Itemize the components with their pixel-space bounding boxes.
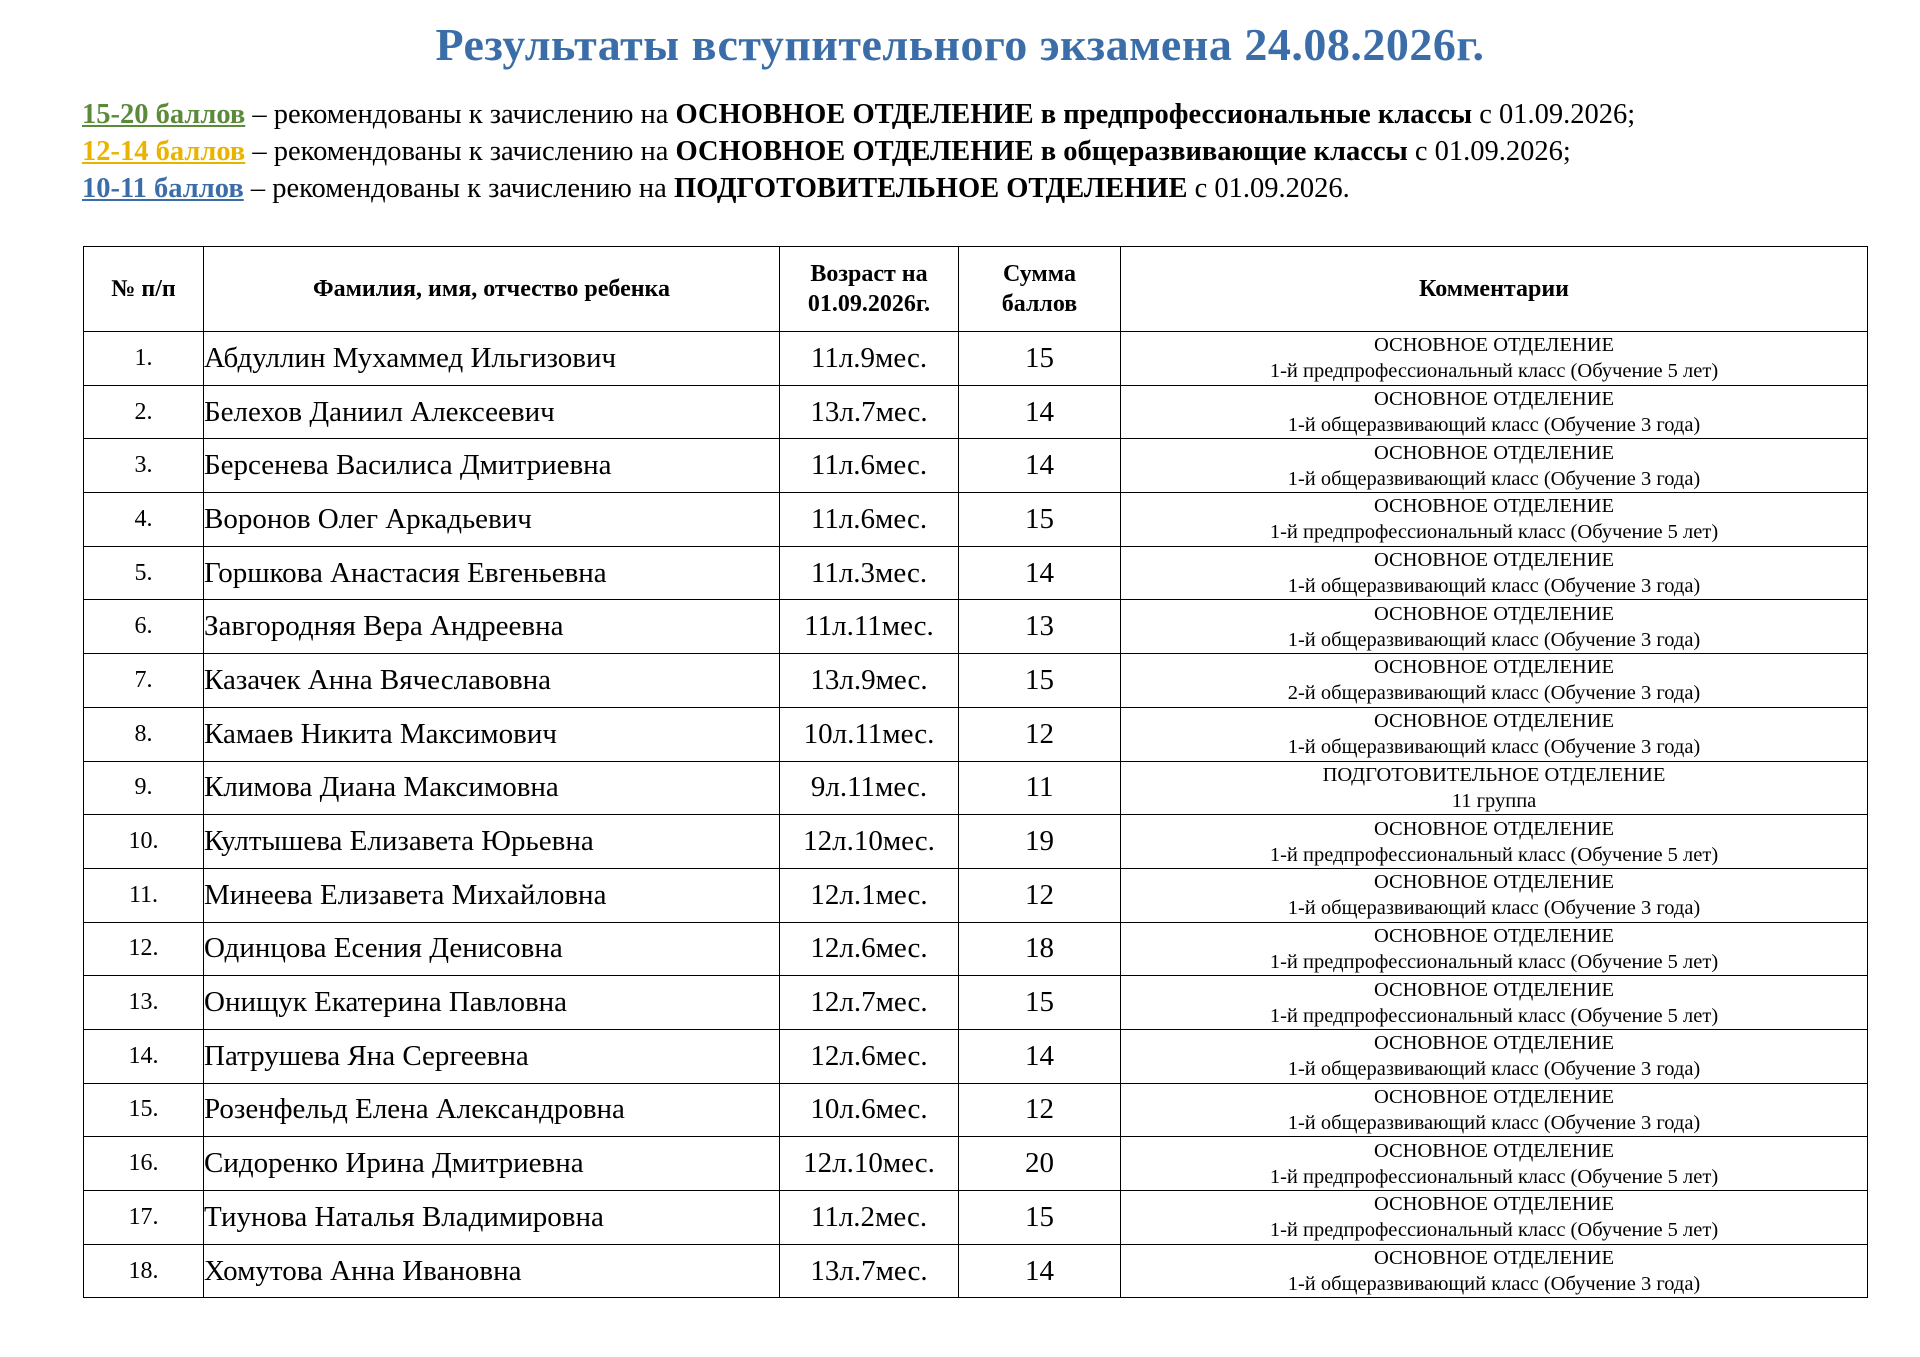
comment-class: 1-й общеразвивающий класс (Обучение 3 года) [1287,1273,1701,1296]
table-row [84,707,1868,761]
comment-cell [1121,868,1868,922]
comment-department: ПОДГОТОВИТЕЛЬНОЕ ОТДЕЛЕНИЕ [1322,763,1666,786]
student-age: 12л.7мес. [780,976,959,1030]
table-row [84,761,1868,815]
table-row [84,815,1868,869]
score-total: 12 [959,868,1121,922]
legend-line-general [82,133,1635,170]
student-age: 13л.9мес. [780,654,959,708]
comment-class: 1-й общеразвивающий класс (Обучение 3 года) [1287,1111,1701,1134]
student-name: Завгородняя Вера Андреевна [204,600,780,654]
table-header-row [84,247,1868,332]
table-row [84,600,1868,654]
comment-class: 1-й общеразвивающий класс (Обучение 3 года) [1287,1058,1701,1081]
table-row [84,1191,1868,1245]
row-number: 7. [84,654,204,708]
legend-range: 12-14 баллов [82,136,246,167]
comment-department: ОСНОВНОЕ ОТДЕЛЕНИЕ [1373,710,1615,733]
student-age: 11л.6мес. [780,493,959,547]
comment-class: 1-й предпрофессиональный класс (Обучение 5 лет) [1269,843,1719,866]
table-row [84,1029,1868,1083]
table-row [84,439,1868,493]
student-age: 11л.11мес. [780,600,959,654]
comment-cell [1121,654,1868,708]
header-score-label: Сумма баллов [1001,261,1078,317]
table-row [84,654,1868,708]
comment-department: ОСНОВНОЕ ОТДЕЛЕНИЕ [1373,549,1615,572]
table-row [84,868,1868,922]
comment-class: 1-й общеразвивающий класс (Обучение 3 года) [1287,736,1701,759]
comment-cell [1121,385,1868,439]
score-total: 15 [959,493,1121,547]
legend-text: – рекомендованы к зачислению на [243,173,674,204]
row-number: 18. [84,1244,204,1298]
student-age: 12л.6мес. [780,922,959,976]
student-name: Камаев Никита Максимович [204,707,780,761]
score-total: 14 [959,439,1121,493]
legend-text: – рекомендованы к зачислению на [245,99,676,130]
legend-range: 15-20 баллов [82,99,246,130]
comment-cell [1121,976,1868,1030]
row-number: 12. [84,922,204,976]
header-full-name: Фамилия, имя, отчество ребенка [204,247,780,332]
table-row [84,546,1868,600]
header-score [959,247,1121,332]
comment-cell [1121,600,1868,654]
student-name: Тиунова Наталья Владимировна [204,1191,780,1245]
score-total: 14 [959,1244,1121,1298]
score-total: 18 [959,922,1121,976]
score-total: 14 [959,546,1121,600]
row-number: 10. [84,815,204,869]
comment-cell [1121,439,1868,493]
score-legend [82,96,1635,207]
comment-class: 1-й предпрофессиональный класс (Обучение 5 лет) [1269,1219,1719,1242]
header-age [780,247,959,332]
student-age: 12л.1мес. [780,868,959,922]
comment-cell [1121,493,1868,547]
comment-cell [1121,761,1868,815]
comment-department: ОСНОВНОЕ ОТДЕЛЕНИЕ [1373,1139,1615,1162]
student-age: 12л.6мес. [780,1029,959,1083]
comment-cell [1121,707,1868,761]
comment-department: ОСНОВНОЕ ОТДЕЛЕНИЕ [1373,656,1615,679]
comment-cell [1121,815,1868,869]
legend-date: с 01.09.2026; [1472,99,1636,130]
row-number: 17. [84,1191,204,1245]
student-age: 10л.11мес. [780,707,959,761]
comment-department: ОСНОВНОЕ ОТДЕЛЕНИЕ [1373,602,1615,625]
comment-class: 1-й предпрофессиональный класс (Обучение 5 лет) [1269,1004,1719,1027]
legend-date: с 01.09.2026; [1407,136,1571,167]
comment-department: ОСНОВНОЕ ОТДЕЛЕНИЕ [1373,1247,1615,1270]
score-total: 12 [959,707,1121,761]
comment-department: ОСНОВНОЕ ОТДЕЛЕНИЕ [1373,1193,1615,1216]
student-name: Култышева Елизавета Юрьевна [204,815,780,869]
comment-department: ОСНОВНОЕ ОТДЕЛЕНИЕ [1373,441,1615,464]
comment-cell [1121,546,1868,600]
score-total: 14 [959,385,1121,439]
student-name: Белехов Даниил Алексеевич [204,385,780,439]
student-name: Минеева Елизавета Михайловна [204,868,780,922]
student-age: 12л.10мес. [780,1137,959,1191]
student-name: Воронов Олег Аркадьевич [204,493,780,547]
student-name: Хомутова Анна Ивановна [204,1244,780,1298]
student-name: Климова Диана Максимовна [204,761,780,815]
comment-class: 1-й общеразвивающий класс (Обучение 3 года) [1287,414,1701,437]
legend-department: ПОДГОТОВИТЕЛЬНОЕ ОТДЕЛЕНИЕ [673,173,1188,204]
row-number: 14. [84,1029,204,1083]
page-title: Результаты вступительного экзамена 24.08.2026г. [435,19,1485,70]
comment-class: 1-й общеразвивающий класс (Обучение 3 года) [1287,575,1701,598]
score-total: 15 [959,1191,1121,1245]
legend-department: ОСНОВНОЕ ОТДЕЛЕНИЕ в предпрофессиональные классы [675,99,1473,130]
score-total: 14 [959,1029,1121,1083]
legend-line-preprofessional [82,96,1635,133]
row-number: 6. [84,600,204,654]
score-total: 15 [959,654,1121,708]
student-name: Сидоренко Ирина Дмитриевна [204,1137,780,1191]
comment-cell [1121,922,1868,976]
comment-class: 1-й общеразвивающий класс (Обучение 3 года) [1287,467,1701,490]
comment-department: ОСНОВНОЕ ОТДЕЛЕНИЕ [1373,1085,1615,1108]
table-row [84,493,1868,547]
table-row [84,1244,1868,1298]
legend-department: ОСНОВНОЕ ОТДЕЛЕНИЕ в общеразвивающие классы [675,136,1408,167]
table-row [84,1083,1868,1137]
student-name: Патрушева Яна Сергеевна [204,1029,780,1083]
comment-department: ОСНОВНОЕ ОТДЕЛЕНИЕ [1373,978,1615,1001]
score-total: 19 [959,815,1121,869]
student-name: Берсенева Василиса Дмитриевна [204,439,780,493]
student-age: 11л.9мес. [780,332,959,386]
comment-cell [1121,332,1868,386]
comment-department: ОСНОВНОЕ ОТДЕЛЕНИЕ [1373,924,1615,947]
legend-line-preparatory [82,170,1635,207]
comment-cell [1121,1137,1868,1191]
comment-department: ОСНОВНОЕ ОТДЕЛЕНИЕ [1373,388,1615,411]
comment-department: ОСНОВНОЕ ОТДЕЛЕНИЕ [1373,1032,1615,1055]
student-name: Розенфельд Елена Александровна [204,1083,780,1137]
header-number: № п/п [84,247,204,332]
student-name: Абдуллин Мухаммед Ильгизович [204,332,780,386]
student-name: Онищук Екатерина Павловна [204,976,780,1030]
header-comments: Комментарии [1121,247,1868,332]
row-number: 1. [84,332,204,386]
comment-department: ОСНОВНОЕ ОТДЕЛЕНИЕ [1373,495,1615,518]
score-total: 12 [959,1083,1121,1137]
table-row [84,976,1868,1030]
row-number: 2. [84,385,204,439]
table-row [84,332,1868,386]
comment-class: 1-й предпрофессиональный класс (Обучение 5 лет) [1269,950,1719,973]
results-table [83,246,1868,1298]
comment-class: 1-й общеразвивающий класс (Обучение 3 года) [1287,628,1701,651]
row-number: 8. [84,707,204,761]
score-total: 20 [959,1137,1121,1191]
student-age: 9л.11мес. [780,761,959,815]
comment-class: 11 группа [1451,789,1537,812]
student-age: 10л.6мес. [780,1083,959,1137]
score-total: 15 [959,332,1121,386]
comment-class: 1-й предпрофессиональный класс (Обучение 5 лет) [1269,521,1719,544]
row-number: 16. [84,1137,204,1191]
comment-class: 1-й предпрофессиональный класс (Обучение 5 лет) [1269,360,1719,383]
comment-cell [1121,1191,1868,1245]
student-name: Одинцова Есения Денисовна [204,922,780,976]
comment-class: 1-й предпрофессиональный класс (Обучение 5 лет) [1269,1165,1719,1188]
student-age: 12л.10мес. [780,815,959,869]
row-number: 13. [84,976,204,1030]
legend-range: 10-11 баллов [82,173,244,204]
student-name: Казачек Анна Вячеславовна [204,654,780,708]
comment-department: ОСНОВНОЕ ОТДЕЛЕНИЕ [1373,871,1615,894]
row-number: 11. [84,868,204,922]
score-total: 13 [959,600,1121,654]
row-number: 3. [84,439,204,493]
student-age: 11л.3мес. [780,546,959,600]
score-total: 15 [959,976,1121,1030]
comment-department: ОСНОВНОЕ ОТДЕЛЕНИЕ [1373,334,1615,357]
score-total: 11 [959,761,1121,815]
student-name: Горшкова Анастасия Евгеньевна [204,546,780,600]
header-age-label: Возраст на 01.09.2026г. [807,261,931,317]
comment-class: 2-й общеразвивающий класс (Обучение 3 года) [1287,682,1701,705]
comment-class: 1-й общеразвивающий класс (Обучение 3 года) [1287,897,1701,920]
legend-text: – рекомендованы к зачислению на [245,136,676,167]
row-number: 5. [84,546,204,600]
student-age: 11л.6мес. [780,439,959,493]
comment-department: ОСНОВНОЕ ОТДЕЛЕНИЕ [1373,817,1615,840]
row-number: 15. [84,1083,204,1137]
student-age: 13л.7мес. [780,1244,959,1298]
row-number: 9. [84,761,204,815]
student-age: 13л.7мес. [780,385,959,439]
student-age: 11л.2мес. [780,1191,959,1245]
comment-cell [1121,1244,1868,1298]
comment-cell [1121,1083,1868,1137]
table-row [84,385,1868,439]
legend-date: с 01.09.2026. [1187,173,1350,204]
table-row [84,922,1868,976]
comment-cell [1121,1029,1868,1083]
row-number: 4. [84,493,204,547]
table-body [84,332,1868,1298]
table-row [84,1137,1868,1191]
